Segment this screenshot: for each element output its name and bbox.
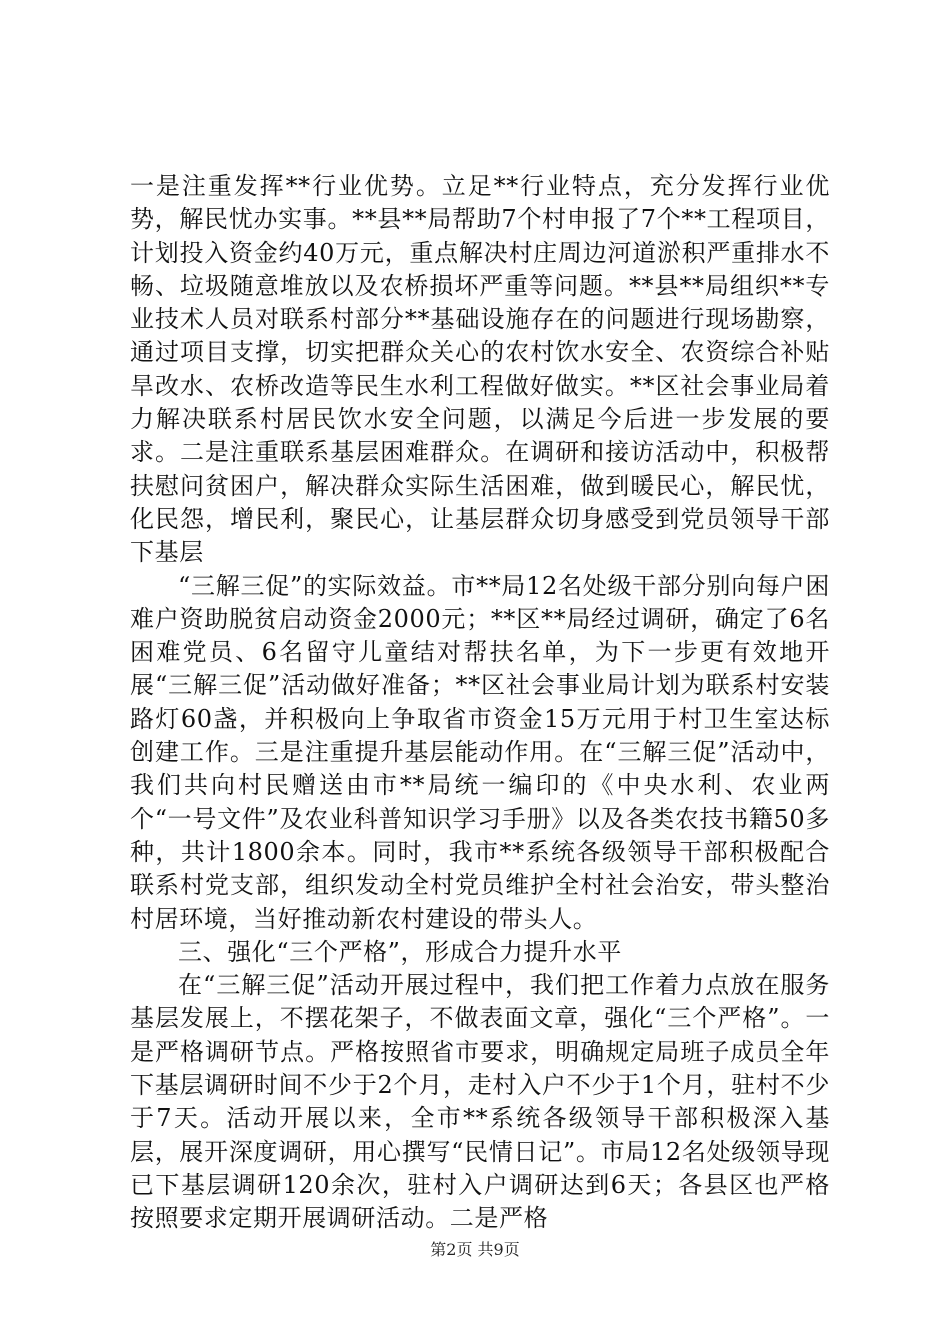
paragraph-practical-benefit: “三解三促”的实际效益。市**局12名处级干部分别向每户困难户资助脱贫启动资金2000元；**区**局经过调研，确定了6名困难党员、6名留守儿童结对帮扶名单，为下一步更有效地开展“三解三促”活动做好准备；**区社会事业局计划为联系村安装路灯60盏，并积极向上争取省市资金15万元用于村卫生室达标创建工作。三是注重提升基层能动作用。在“三解三促”活动中，我们共向村民赠送由市**局统一编印的《中央水利、农业两个“一号文件”及农业科普知识学习手册》以及各类农技书籍50多种，共计1800余本。同时，我市**系统各级领导干部积极配合联系村党支部，组织发动全村党员维护全村社会治安，带头整治村居环境，当好推动新农村建设的带头人。 <box>130 571 830 933</box>
page-number-label: 第2页 共9页 <box>430 1240 520 1259</box>
section-heading-three-strict: 三、强化“三个严格”，形成合力提升水平 <box>178 937 622 966</box>
page-footer <box>0 1240 950 1260</box>
document-body <box>130 170 830 1236</box>
paragraph-industry-advantage: 一是注重发挥**行业优势。立足**行业特点，充分发挥行业优势，解民忧办实事。**县**局帮助7个村申报了7个**工程项目，计划投入资金约40万元，重点解决村庄周边河道淤积严重排水不畅、垃圾随意堆放以及农桥损坏严重等问题。**县**局组织**专业技术人员对联系村部分**基础设施存在的问题进行现场勘察，通过项目支撑，切实把群众关心的农村饮水安全、农资综合补贴旱改水、农桥改造等民生水利工程做好做实。**区社会事业局着力解决联系村居民饮水安全问题，以满足今后进一步发展的要求。二是注重联系基层困难群众。在调研和接访活动中，积极帮扶慰问贫困户，解决群众实际生活困难，做到暖民心，解民忧，化民怨，增民利，聚民心，让基层群众切身感受到党员领导干部下基层 <box>130 172 830 567</box>
paragraph-three-strict: 在“三解三促”活动开展过程中，我们把工作着力点放在服务基层发展上，不摆花架子，不做表面文章，强化“三个严格”。一是严格调研节点。严格按照省市要求，明确规定局班子成员全年下基层调研时间不少于2个月，走村入户不少于1个月，驻村不少于7天。活动开展以来，全市**系统各级领导干部积极深入基层，展开深度调研，用心撰写“民情日记”。市局12名处级领导现已下基层调研120余次，驻村入户调研达到6天；各县区也严格按照要求定期开展调研活动。二是严格 <box>130 971 830 1233</box>
